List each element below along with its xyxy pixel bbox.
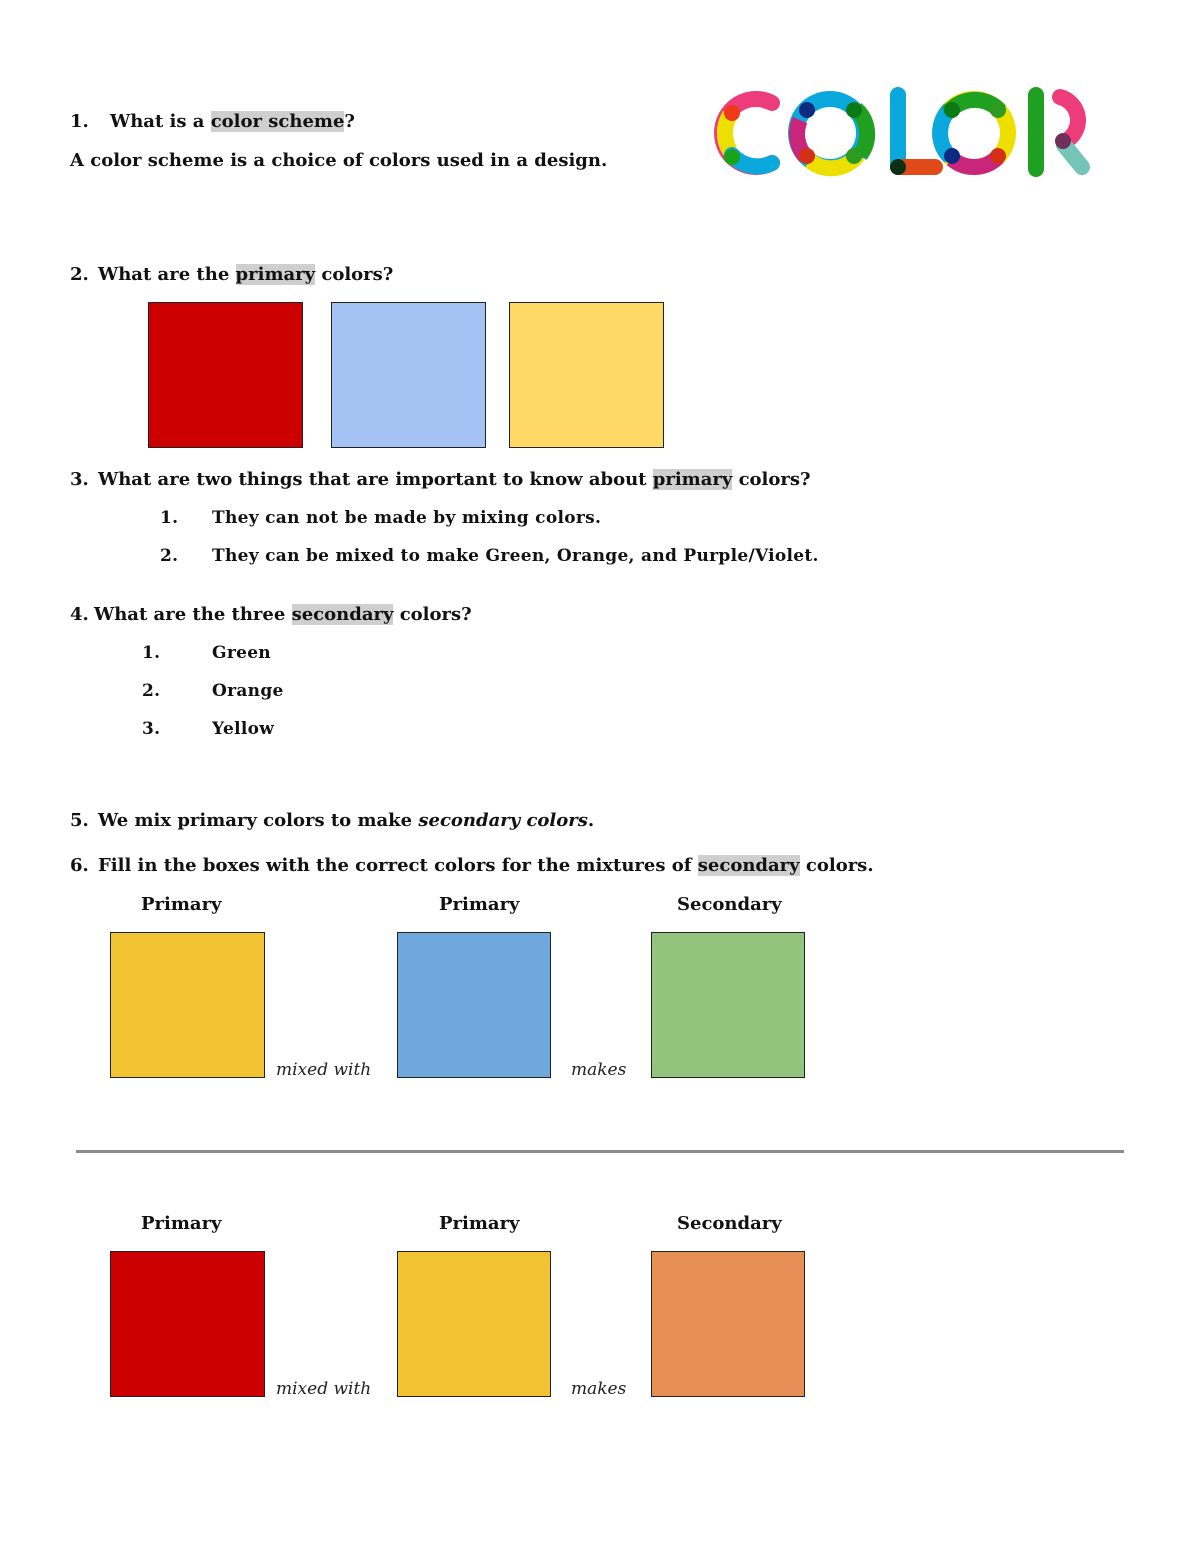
question-4: 4. What are the three secondary colors? — [70, 604, 472, 625]
primary-swatch-yellow — [509, 302, 664, 448]
question-1: 1. What is a color scheme? — [70, 111, 355, 132]
mix-swatch-blue[interactable] — [397, 932, 551, 1078]
label-secondary: Secondary — [677, 1213, 782, 1234]
primary-swatch-blue — [331, 302, 486, 448]
label-primary: Primary — [439, 894, 520, 915]
connector-makes: makes — [571, 1379, 627, 1399]
color-logo-icon — [710, 85, 1090, 185]
primary-swatch-red — [148, 302, 303, 448]
list-item: 1. Green — [142, 643, 271, 663]
highlight-term: secondary — [291, 604, 394, 625]
label-primary: Primary — [141, 894, 222, 915]
label-secondary: Secondary — [677, 894, 782, 915]
mix-swatch-orange[interactable] — [651, 1251, 805, 1397]
question-6: 6. Fill in the boxes with the correct colors for the mixtures of secondary colors. — [70, 855, 874, 876]
highlight-term: primary — [235, 264, 316, 285]
mix-swatch-green[interactable] — [651, 932, 805, 1078]
divider — [76, 1150, 1124, 1153]
list-item: 2. Orange — [142, 681, 284, 701]
connector-mixed-with: mixed with — [276, 1060, 372, 1080]
question-2: 2. What are the primary colors? — [70, 264, 394, 285]
label-primary: Primary — [141, 1213, 222, 1234]
list-item: 3. Yellow — [142, 719, 275, 739]
question-5: 5. We mix primary colors to make secondary colors. — [70, 810, 595, 831]
italic-term: secondary colors — [418, 810, 588, 831]
highlight-term: secondary — [697, 855, 800, 876]
label-primary: Primary — [439, 1213, 520, 1234]
question-3: 3. What are two things that are important to know about primary colors? — [70, 469, 811, 490]
list-item: 2. They can be mixed to make Green, Orange, and Purple/Violet. — [160, 546, 819, 566]
connector-mixed-with: mixed with — [276, 1379, 372, 1399]
list-item: 1. They can not be made by mixing colors. — [160, 508, 602, 528]
mix-swatch-red[interactable] — [110, 1251, 265, 1397]
mix-swatch-yellow[interactable] — [110, 932, 265, 1078]
answer-1: A color scheme is a choice of colors used in a design. — [70, 150, 608, 171]
mix-swatch-yellow[interactable] — [397, 1251, 551, 1397]
highlight-term: primary — [652, 469, 733, 490]
highlight-term: color scheme — [210, 111, 345, 132]
connector-makes: makes — [571, 1060, 627, 1080]
question-number: 1. — [70, 111, 89, 132]
